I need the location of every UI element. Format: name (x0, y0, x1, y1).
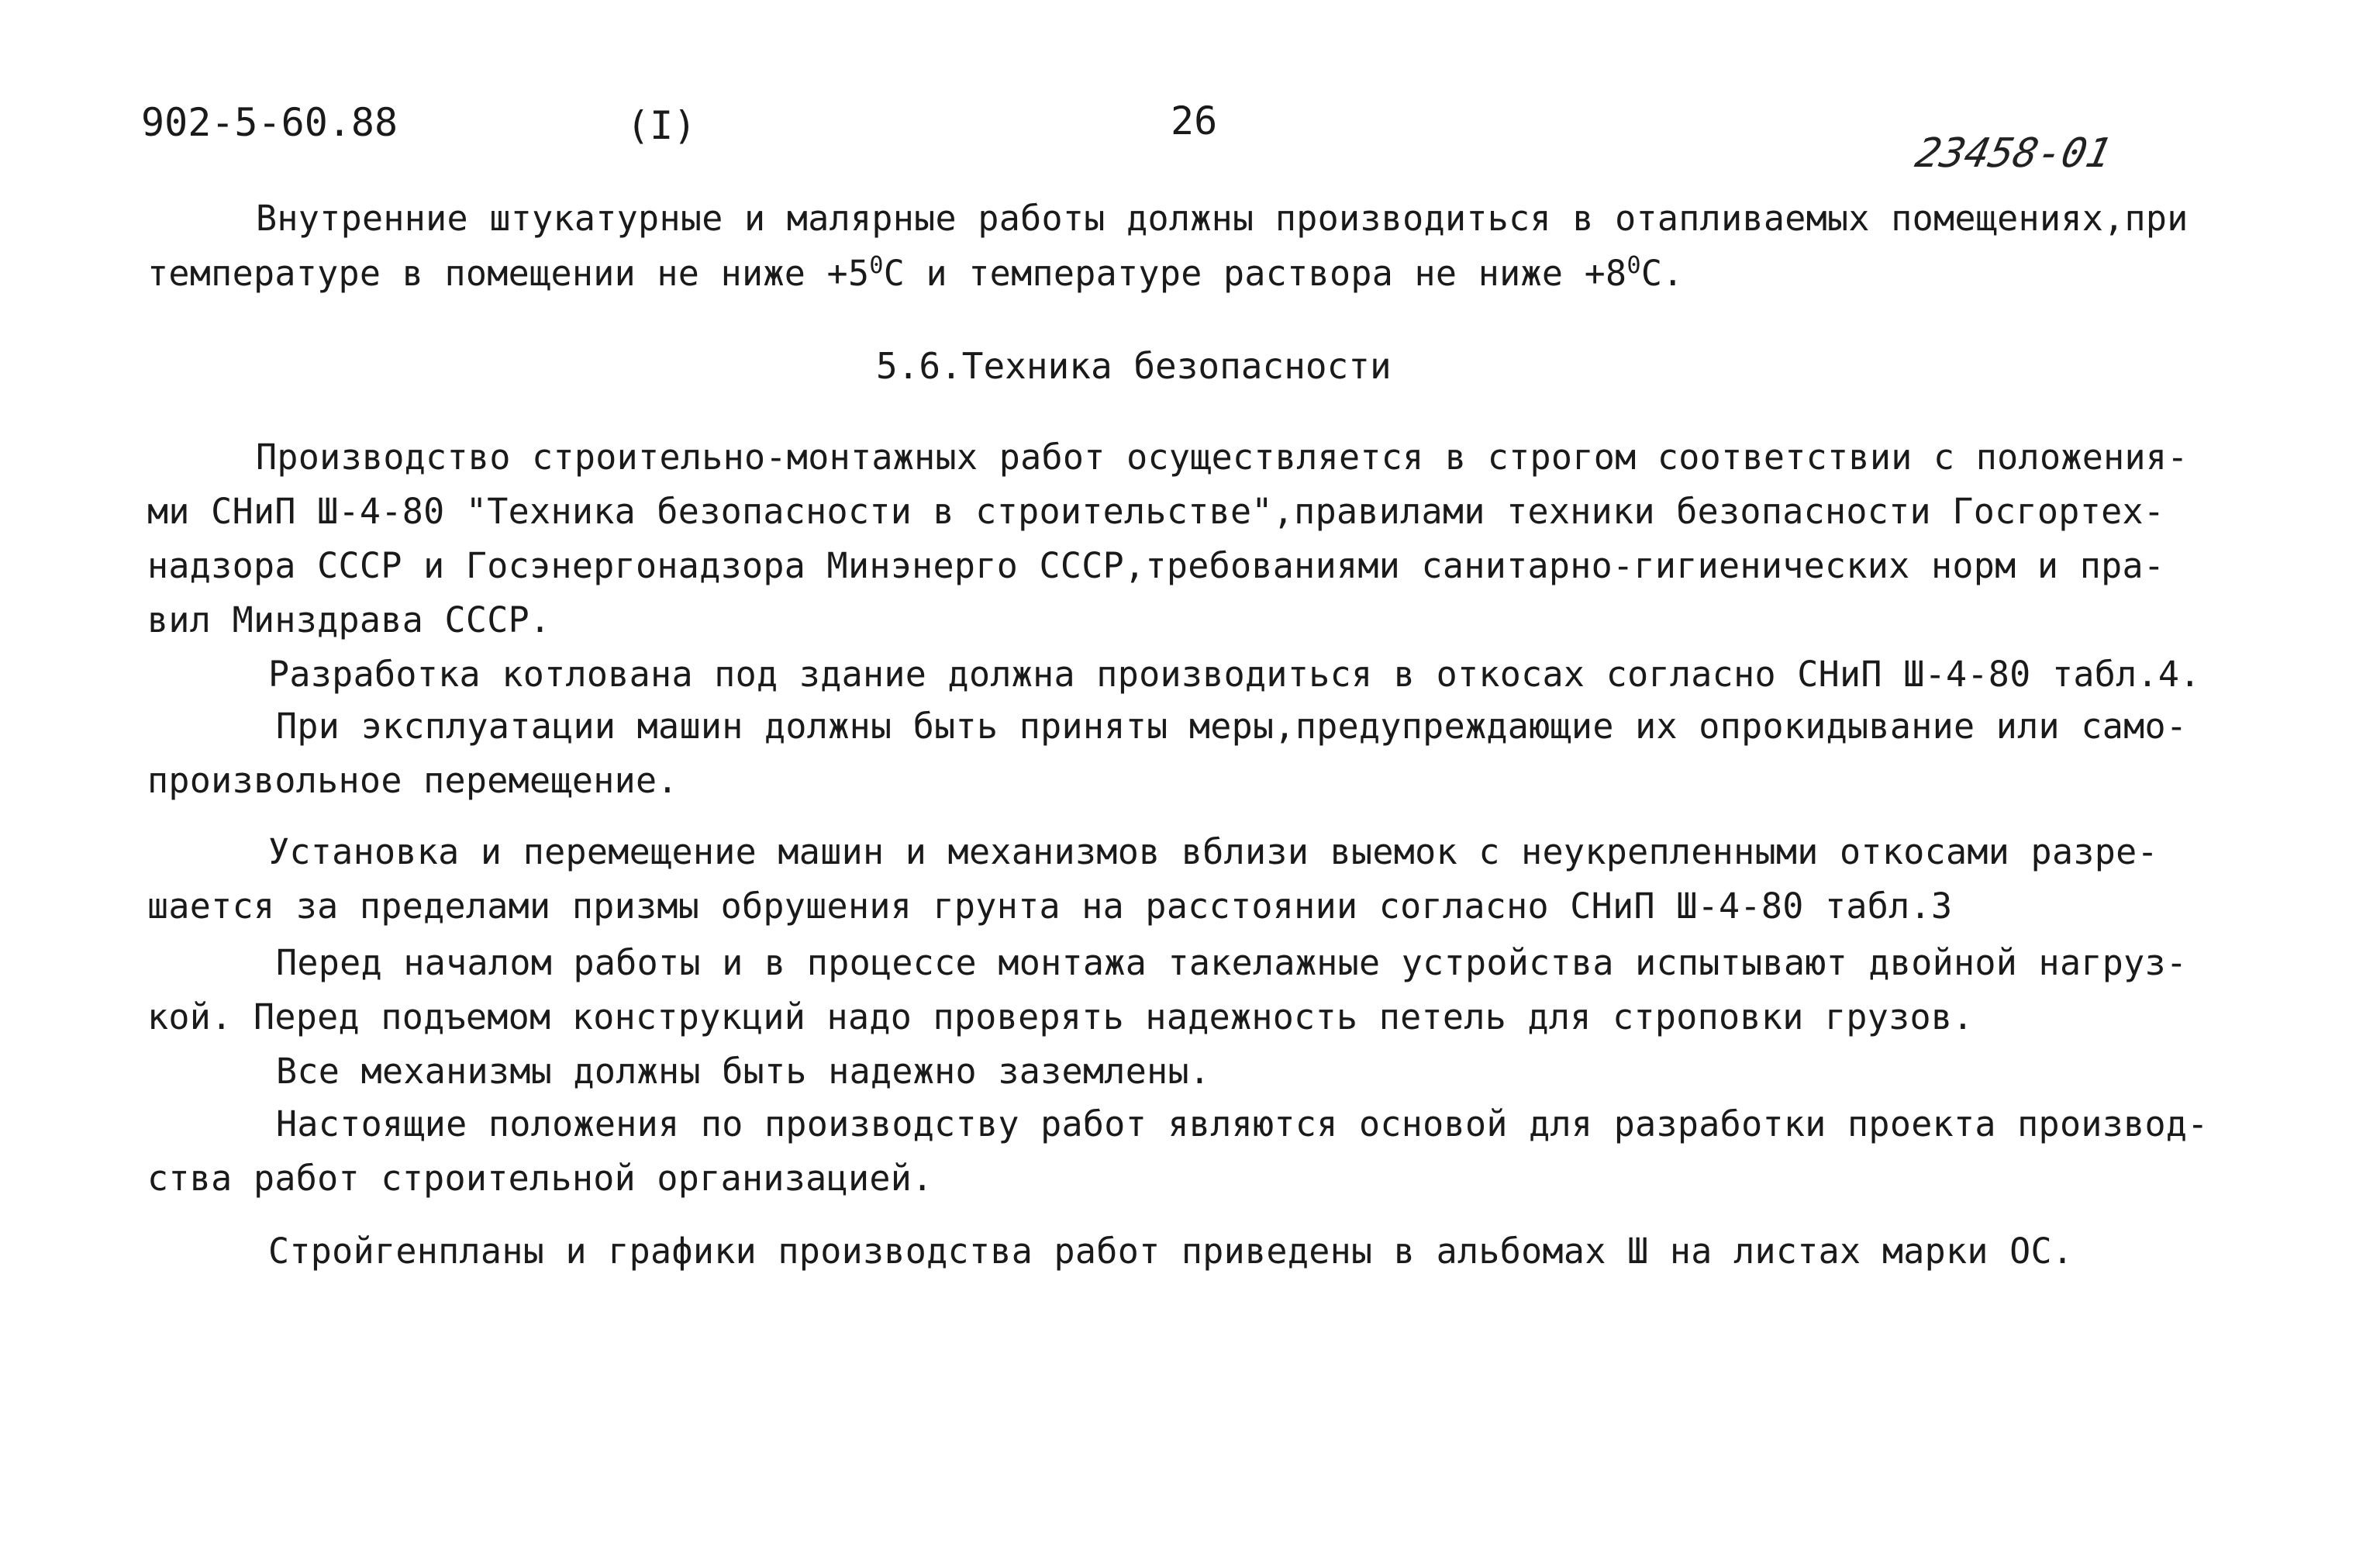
paragraph-6-line-1: Перед началом работы и в процессе монтажа такелажные устройства испытывают двойной нагруз- (276, 942, 2188, 983)
page-number: 26 (1171, 98, 1218, 143)
document-code: 902-5-60.88 (141, 100, 398, 145)
paragraph-3-line-1: Разработка котлована под здание должна производиться в откосах согласно СНиП Ш-4-80 табл.4. (268, 654, 2201, 695)
paragraph-5-line-1: Установка и перемещение машин и механизмов вблизи выемок с неукрепленными откосами разре- (268, 831, 2158, 872)
paragraph-6-line-2: кой. Перед подъемом конструкций надо проверять надежность петель для строповки грузов. (147, 996, 1974, 1037)
paragraph-1-line-1: Внутренние штукатурные и малярные работы должны производиться в отапливаемых помещениях,при (256, 198, 2189, 239)
paragraph-4-line-1: При эксплуатации машин должны быть приняты меры,предупреждающие их опрокидывание или само- (276, 706, 2188, 747)
paragraph-8-line-1: Настоящие положения по производству работ являются основой для разработки проекта производ- (276, 1103, 2209, 1144)
paragraph-2-line-1: Производство строительно-монтажных работ осуществляется в строгом соответствии с положения- (256, 437, 2189, 478)
paragraph-9-line-1: Стройгенпланы и графики производства работ приведены в альбомах Ш на листах марки ОС. (268, 1231, 2074, 1272)
paragraph-2-line-4: вил Минздрава СССР. (147, 599, 551, 640)
volume-number: (I) (626, 103, 697, 148)
paragraph-2-line-3: надзора СССР и Госэнергонадзора Минэнерго СССР,требованиями санитарно-гигиенических норм и пра- (147, 545, 2165, 586)
paragraph-1-line-2 (147, 250, 1684, 297)
paragraph-7-line-1: Все механизмы должны быть надежно заземлены. (276, 1051, 1211, 1092)
paragraph-4-line-2: произвольное перемещение. (147, 760, 678, 801)
text-run: С и температуре раствора не ниже +8 (883, 253, 1627, 294)
paragraph-8-line-2: ства работ строительной организацией. (147, 1158, 933, 1199)
degree-superscript: 0 (869, 252, 884, 279)
paragraph-5-line-2: шается за пределами призмы обрушения грунта на расстоянии согласно СНиП Ш-4-80 табл.3 (147, 886, 1953, 927)
text-run: С. (1640, 253, 1684, 294)
text-run: температуре в помещении не ниже +5 (147, 253, 870, 294)
degree-superscript: 0 (1626, 252, 1641, 279)
inventory-number: 23458-01 (1911, 130, 2116, 177)
paragraph-2-line-2: ми СНиП Ш-4-80 "Техника безопасности в строительстве",правилами техники безопасности Госгортех- (147, 491, 2165, 532)
section-heading: 5.6.Техника безопасности (876, 345, 1392, 387)
